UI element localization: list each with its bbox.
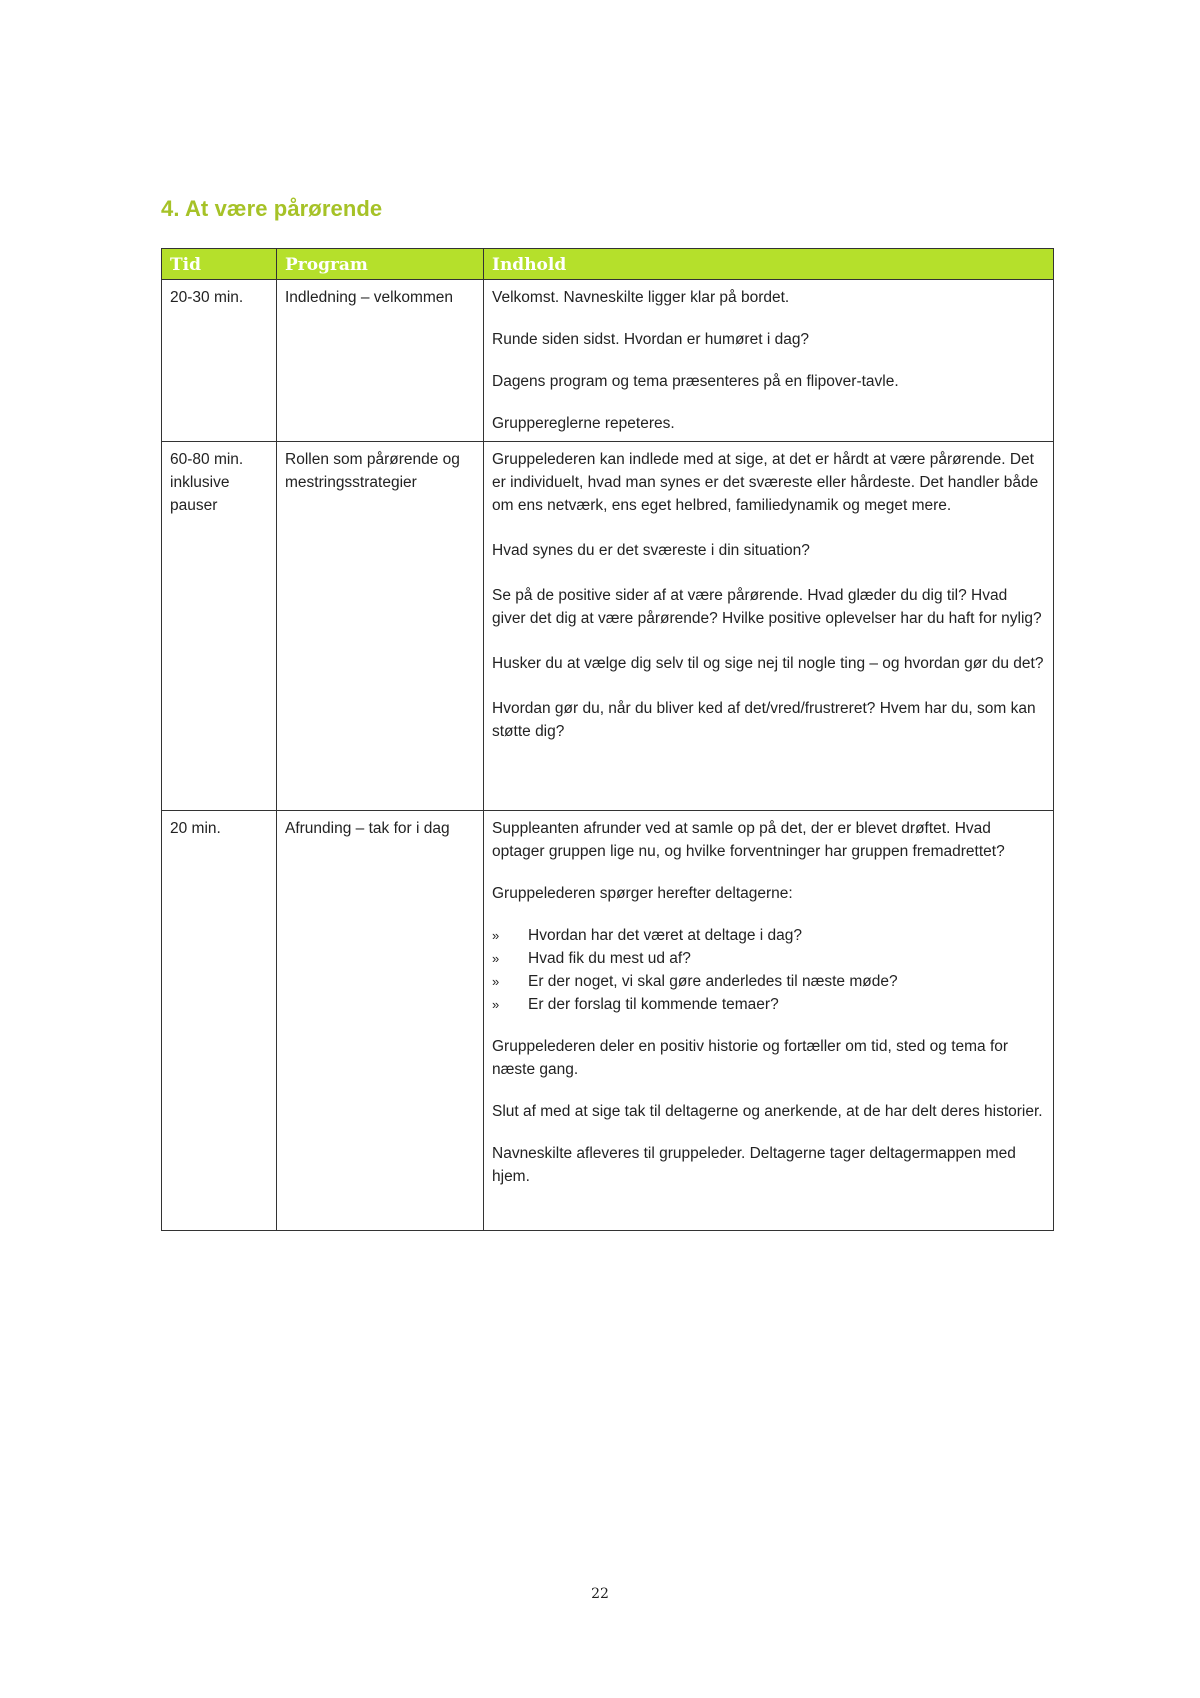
bullet-marker: » — [492, 974, 500, 989]
cell-program — [277, 280, 484, 442]
list-item — [492, 924, 1045, 947]
content-paragraph: Husker du at vælge dig selv til og sige nej til nogle ting – og hvordan gør du det? — [492, 655, 1044, 672]
content-paragraph: Hvordan gør du, når du bliver ked af det/vred/frustreret? Hvem har du, som kan støtte dig? — [492, 700, 1036, 740]
content-paragraph: Suppleanten afrunder ved at samle op på det, der er blevet drøftet. Hvad optager gruppen lige nu, og hvilke forventninger har gruppen fremadrettet? — [492, 820, 1005, 860]
bullet-text: Er der noget, vi skal gøre anderledes til næste møde? — [528, 973, 898, 990]
content-paragraph: Gruppelederen spørger herefter deltagerne: — [492, 885, 793, 902]
bullet-list — [492, 924, 1045, 1016]
content-paragraph: Se på de positive sider af at være pårørende. Hvad glæder du dig til? Hvad giver det dig at være pårørende? Hvilke positive oplevelser har du haft for nylig? — [492, 587, 1042, 627]
bullet-marker: » — [492, 997, 500, 1012]
tid-text: 20-30 min. — [170, 289, 244, 306]
table-row — [162, 442, 1054, 811]
cell-tid — [162, 811, 277, 1231]
program-text: Rollen som pårørende og mestringsstrategier — [285, 451, 460, 491]
content-paragraph: Slut af med at sige tak til deltagerne og anerkende, at de har delt deres historier. — [492, 1103, 1043, 1120]
cell-indhold — [484, 811, 1054, 1231]
bullet-marker: » — [492, 928, 500, 943]
bullet-text: Hvordan har det været at deltage i dag? — [528, 927, 803, 944]
cell-program — [277, 442, 484, 811]
table-header-row — [162, 249, 1054, 280]
cell-program — [277, 811, 484, 1231]
content-paragraph: Runde siden sidst. Hvordan er humøret i dag? — [492, 331, 810, 348]
cell-tid — [162, 280, 277, 442]
header-tid: Tid — [162, 249, 277, 280]
tid-text: 60-80 min. inklusive pauser — [170, 451, 244, 514]
content-paragraph: Dagens program og tema præsenteres på en flipover-tavle. — [492, 373, 899, 390]
header-program: Program — [277, 249, 484, 280]
cell-tid — [162, 442, 277, 811]
list-item — [492, 970, 1045, 993]
content-paragraph: Navneskilte afleveres til gruppeleder. Deltagerne tager deltagermappen med hjem. — [492, 1145, 1016, 1185]
content-paragraph: Gruppelederen deler en positiv historie og fortæller om tid, sted og tema for næste gang. — [492, 1038, 1009, 1078]
header-indhold: Indhold — [484, 249, 1054, 280]
content-paragraph: Hvad synes du er det sværeste i din situation? — [492, 542, 810, 559]
program-text: Afrunding – tak for i dag — [285, 820, 450, 837]
bullet-marker: » — [492, 951, 500, 966]
bullet-text: Hvad fik du mest ud af? — [528, 950, 691, 967]
content-paragraph: Velkomst. Navneskilte ligger klar på bordet. — [492, 289, 790, 306]
page-number: 22 — [591, 1586, 609, 1602]
list-item — [492, 947, 1045, 970]
program-table — [161, 248, 1054, 1231]
table-row — [162, 280, 1054, 442]
content-paragraph: Gruppereglerne repeteres. — [492, 415, 675, 432]
table-row — [162, 811, 1054, 1231]
program-text: Indledning – velkommen — [285, 289, 454, 306]
list-item — [492, 993, 1045, 1016]
cell-indhold — [484, 442, 1054, 811]
tid-text: 20 min. — [170, 820, 221, 837]
content-paragraph: Gruppelederen kan indlede med at sige, at det er hårdt at være pårørende. Det er individuelt, hvad man synes er det sværeste eller hårdeste. Det handler både om ens netværk, ens eget helbred, familiedynamik og meget mere. — [492, 451, 1039, 514]
cell-indhold — [484, 280, 1054, 442]
page-title: 4. At være pårørende — [161, 196, 383, 221]
bullet-text: Er der forslag til kommende temaer? — [528, 996, 779, 1013]
